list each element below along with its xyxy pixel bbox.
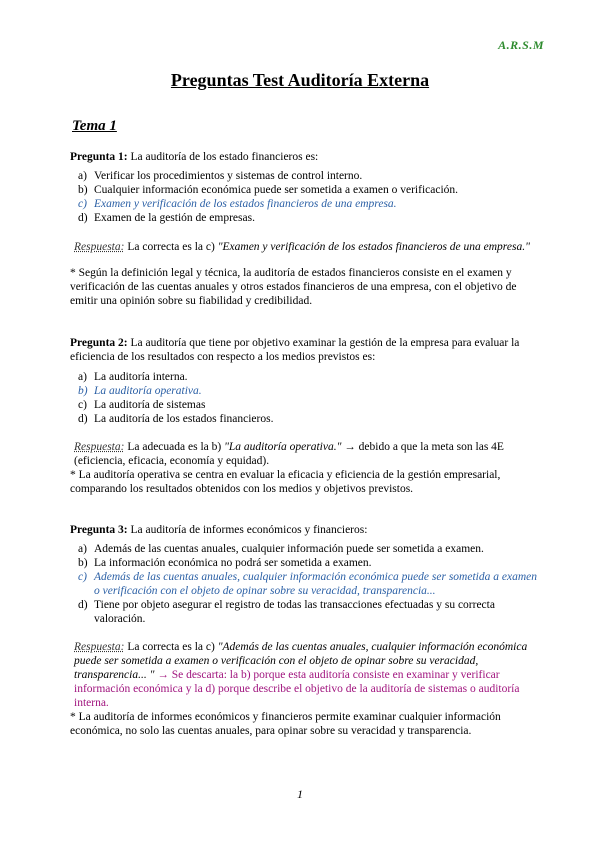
explanation-3: * La auditoría de informes económicos y financieros permite examinar cualquier información económica, no solo las cuentas anuales, para opinar sobre su veracidad y transparencia. [70, 711, 501, 737]
question-label: Pregunta 3: [70, 524, 128, 536]
question-label: Pregunta 2: [70, 337, 128, 349]
question-label: Pregunta 1: [70, 151, 128, 163]
header-initials: A.R.S.M [498, 38, 544, 52]
option-b-correct: b) La auditoría operativa. [78, 385, 202, 397]
option-b: b) La información económica no podrá ser sometida a examen. [78, 557, 372, 569]
question-text: La auditoría que tiene por objetivo examinar la gestión de la empresa para evaluar la eficiencia de los resultados con respecto a los medios previstos es: [70, 337, 520, 363]
answer-1: Respuesta: La correcta es la c) "Examen y verificación de los estados financieros de una empresa." [74, 241, 530, 253]
section-heading: Tema 1 [72, 118, 117, 134]
option-c: c) La auditoría de sistemas [78, 399, 206, 411]
answer-tag: Respuesta: [74, 441, 125, 453]
question-3 [70, 523, 540, 537]
option-d: d) Tiene por objeto asegurar el registro de todas las transacciones efectuadas y su correcta valoración. [78, 599, 495, 625]
question-text: La auditoría de los estado financieros es: [127, 151, 319, 163]
question-1 [70, 150, 540, 164]
option-d: d) Examen de la gestión de empresas. [78, 212, 255, 224]
answer-2: Respuesta: La adecuada es la b) "La auditoría operativa." → debido a que la meta son las 4E (eficiencia, eficacia, economía y equidad). [74, 441, 504, 467]
answer-3: Respuesta: La correcta es la c) "Además de las cuentas anuales, cualquier información económica puede ser sometida a examen o verificación con el objeto de opinar sobre su veracidad, transparencia... " → Se descarta: la b) porque esta auditoría consiste en examinar y verificar información económica y la d) porque describe el objetivo de la auditoría de sistemas o auditoría interna. [74, 641, 528, 709]
explanation-2: * La auditoría operativa se centra en evaluar la eficacia y eficiencia de la gestión empresarial, comparando los resultados obtenidos con los medios y objetivos previstos. [70, 469, 501, 495]
option-b: b) Cualquier información económica puede ser sometida a examen o verificación. [78, 184, 459, 196]
option-a: a) Verificar los procedimientos y sistemas de control interno. [78, 170, 363, 182]
question-2 [70, 336, 540, 364]
option-c-correct: c) Examen y verificación de los estados financieros de una empresa. [78, 198, 397, 210]
option-a: a) La auditoría interna. [78, 371, 188, 383]
page-number: 1 [297, 787, 303, 801]
question-text: La auditoría de informes económicos y financieros: [127, 524, 368, 536]
option-c-correct: c) Además de las cuentas anuales, cualquier información económica puede ser sometida a examen o verificación con el objeto de opinar sobre su veracidad, transparencia... [78, 571, 537, 597]
answer-tag: Respuesta: [74, 241, 125, 253]
document-title: Preguntas Test Auditoría Externa [170, 70, 430, 90]
explanation-1: * Según la definición legal y técnica, la auditoría de estados financieros consiste en el examen y verificación de las cuentas anuales y otros estados financieros de una empresa, con el objetivo de emitir una opinión sobre su fiabilidad y credibilidad. [70, 267, 517, 307]
option-d: d) La auditoría de los estados financieros. [78, 413, 274, 425]
answer-tag: Respuesta: [74, 641, 125, 653]
option-a: a) Además de las cuentas anuales, cualquier información puede ser sometida a examen. [78, 543, 484, 555]
